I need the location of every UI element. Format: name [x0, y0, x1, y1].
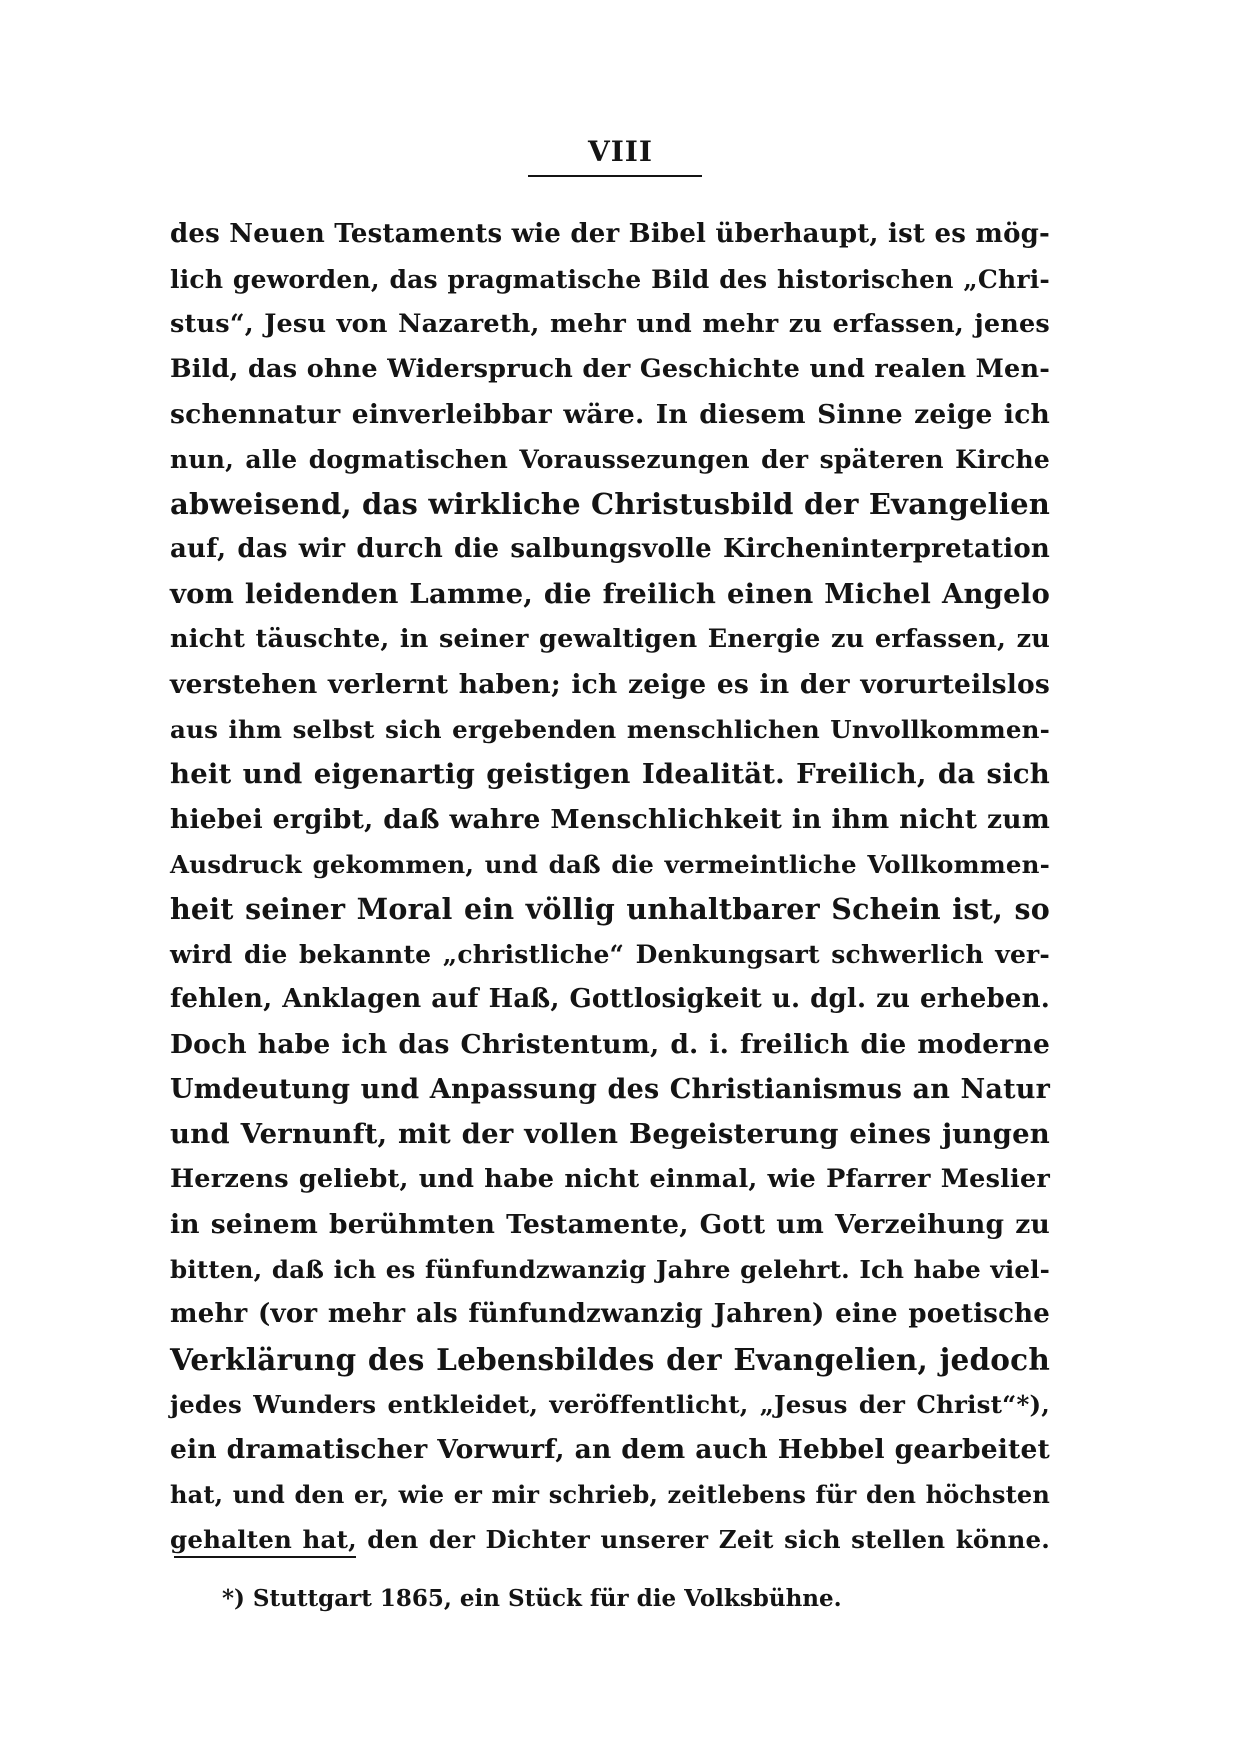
text-line: Ausdruck gekommen, und daß die vermeintliche Vollkommen-	[170, 850, 1050, 879]
text-line: vom leidenden Lamme, die freilich einen Michel Angelo	[170, 578, 1050, 610]
header-rule	[528, 175, 702, 177]
text-line: wird die bekannte „christliche“ Denkungsart schwerlich ver-	[170, 940, 1050, 969]
text-line: und Vernunft, mit der vollen Begeisterung eines jungen	[170, 1118, 1050, 1150]
text-line: heit seiner Moral ein völlig unhaltbarer Schein ist, so	[170, 892, 1050, 926]
page-number: VIII	[587, 135, 654, 168]
text-line: aus ihm selbst sich ergebenden menschlichen Unvollkommen-	[170, 715, 1050, 744]
text-line: Umdeutung und Anpassung des Christianismus an Natur	[170, 1074, 1050, 1105]
text-line: des Neuen Testaments wie der Bibel überhaupt, ist es mög-	[170, 219, 1050, 249]
text-line: schennatur einverleibbar wäre. In diesem Sinne zeige ich	[170, 399, 1050, 430]
text-line: ein dramatischer Vorwurf, an dem auch Hebbel gearbeitet	[170, 1434, 1050, 1465]
text-line: Herzens geliebt, und habe nicht einmal, wie Pfarrer Meslier	[170, 1164, 1050, 1194]
text-line: gehalten hat, den der Dichter unserer Zeit sich stellen könne.	[170, 1525, 1050, 1554]
text-line: lich geworden, das pragmatische Bild des historischen „Chri-	[170, 265, 1050, 294]
body-text	[170, 212, 1050, 1562]
text-line: mehr (vor mehr als fünfundzwanzig Jahren) eine poetische	[170, 1299, 1050, 1329]
text-line: bitten, daß ich es fünfundzwanzig Jahre gelehrt. Ich habe viel-	[170, 1255, 1050, 1284]
text-line: hat, und den er, wie er mir schrieb, zeitlebens für den höchsten	[170, 1480, 1050, 1509]
text-line: fehlen, Anklagen auf Haß, Gottlosigkeit u. dgl. zu erheben.	[170, 984, 1050, 1014]
footnote-rule	[174, 1556, 356, 1558]
text-line: heit und eigenartig geistigen Idealität. Freilich, da sich	[170, 758, 1050, 790]
text-line: jedes Wunders entkleidet, veröffentlicht, „Jesus der Christ“*),	[170, 1390, 1050, 1419]
text-line: hiebei ergibt, daß wahre Menschlichkeit in ihm nicht zum	[170, 804, 1050, 835]
text-line: in seinem berühmten Testamente, Gott um Verzeihung zu	[170, 1209, 1050, 1240]
text-line: stus“, Jesu von Nazareth, mehr und mehr zu erfassen, jenes	[170, 309, 1050, 339]
text-line: Verklärung des Lebensbildes der Evangelien, jedoch	[170, 1342, 1050, 1377]
text-line: verstehen verlernt haben; ich zeige es in der vorurteilslos	[170, 669, 1050, 700]
text-line: auf, das wir durch die salbungsvolle Kircheninterpretation	[170, 534, 1050, 564]
text-line: nun, alle dogmatischen Voraussezungen der späteren Kirche	[170, 445, 1050, 474]
text-line: Doch habe ich das Christentum, d. i. freilich die moderne	[170, 1029, 1050, 1060]
footnote: *) Stuttgart 1865, ein Stück für die Volksbühne.	[222, 1585, 842, 1612]
text-line: Bild, das ohne Widerspruch der Geschichte und realen Men-	[170, 354, 1050, 384]
text-line: abweisend, das wirkliche Christusbild der Evangelien	[170, 487, 1050, 521]
text-line: nicht täuschte, in seiner gewaltigen Energie zu erfassen, zu	[170, 624, 1050, 654]
